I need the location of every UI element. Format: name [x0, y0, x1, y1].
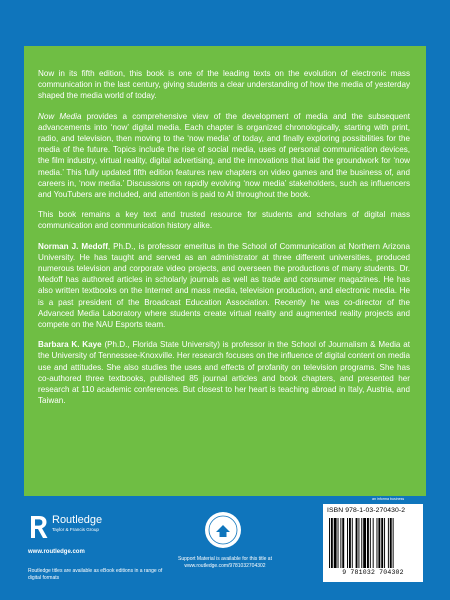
barcode-bar — [361, 518, 362, 568]
barcode-bar — [331, 518, 333, 568]
publisher-name: Routledge — [52, 514, 103, 526]
barcode-bar — [349, 518, 351, 568]
book-title-italic: Now Media — [38, 111, 82, 121]
barcode-bar — [367, 518, 369, 568]
ebook-note: Routledge titles are available as eBook editions in a range of digital formats — [28, 568, 163, 581]
barcode-bar — [388, 518, 389, 568]
author-name-1: Norman J. Medoff — [38, 241, 108, 251]
routledge-logo-icon — [28, 514, 50, 540]
barcode-bar — [334, 518, 337, 568]
publisher-url: www.routledge.com — [28, 549, 85, 555]
back-cover-footer — [0, 496, 450, 600]
barcode-bar — [363, 518, 366, 568]
barcode-bar — [373, 518, 374, 568]
description-paragraph-2-text: provides a comprehensive view of the development of media and the subsequent advancements into ‘now’ digital media. Each chapter is organized chronologically, starting with print, radio, and television, then moving to the ‘now media’ of today, and finally exploring possibilities for the media of the future. Topics include the rise of social media, uses of personal communication devices, the film industry, virtual reality, digital advertising, and the innovations that laid the groundwork for ‘now media.’ This fully updated fifth edition features new chapters on video games and the business of, and careers in, ‘now media.’ Discussions on rapidly evolving ‘now media’ stakeholders, such as influencers and YouTubers are included, and attention is paid to AI throughout the book. — [38, 111, 410, 200]
barcode-bars-icon — [329, 518, 417, 568]
barcode-bar — [378, 518, 380, 568]
barcode-bar — [342, 518, 344, 568]
barcode-bar — [377, 518, 378, 568]
isbn-barcode — [323, 504, 423, 582]
barcode-bar — [329, 518, 330, 568]
description-paragraph-2 — [38, 111, 410, 201]
barcode-bar — [370, 518, 371, 568]
publisher-group: Taylor & Francis Group — [52, 527, 99, 532]
support-material-badge-icon — [203, 510, 243, 550]
barcode-bar — [393, 518, 394, 568]
description-paragraph-1: Now in its fifth edition, this book is one of the leading texts on the evolution of electronic mass communication in the last century, giving students a clear understanding of how the media of yesterday shaped the media world of today. — [38, 69, 410, 101]
barcode-bar — [384, 518, 385, 568]
barcode-bar — [352, 518, 353, 568]
support-material-text: Support Material is available for this title at www.routledge.com/9781032704302 — [178, 556, 272, 569]
cover-text-content — [38, 68, 410, 415]
barcode-bar — [356, 518, 358, 568]
author-bio-2-text: (Ph.D., Florida State University) is professor in the School of Journalism & Media at the University of Tennessee-Knoxville. Her research focuses on the influence of digital content on media use and attitudes. She also studies the uses and effects of profanity on television programs. She has co-authored three textbooks, published 85 journal articles and book chapters, and presented her research at 110 academic conferences. But closest to her heart is teaching abroad in Italy, Austria, and Taiwan. — [38, 340, 410, 406]
author-bio-1 — [38, 241, 410, 331]
author-bio-1-text: , Ph.D., is professor emeritus in the School of Communication at Northern Arizona University. He has taught and served as an administrator at three different universities, produced numerous television and corporate video projects, and overseen the productions of many students. Dr. Medoff has authored articles in scholarly journals as well as trade and consumer magazines. He has also written textbooks on the Internet and mass media, television production, and electronic media. He is a past president of the Broadcast Education Association. Recently he was co-director of the Advanced Media Laboratory where students create virtual reality and augmented reality projects and compete on the NAU Esports team. — [38, 241, 410, 330]
cover-text-panel — [24, 46, 426, 496]
barcode-bar — [340, 518, 341, 568]
barcode-bar — [347, 518, 348, 568]
description-paragraph-3: This book remains a key text and trusted resource for students and scholars of digital mass communication and communication history alike. — [38, 210, 410, 231]
author-bio-2 — [38, 339, 410, 406]
informa-tagline: an informa business — [372, 497, 405, 501]
author-name-2: Barbara K. Kaye — [38, 340, 102, 350]
top-band — [0, 0, 450, 46]
barcode-bar — [338, 518, 339, 568]
barcode-bar — [358, 518, 359, 568]
barcode-bar — [390, 518, 392, 568]
barcode-bar — [381, 518, 383, 568]
isbn-label: ISBN 978-1-03-270430-2 — [327, 507, 406, 514]
barcode-number: 9 781032 704302 — [342, 569, 404, 576]
